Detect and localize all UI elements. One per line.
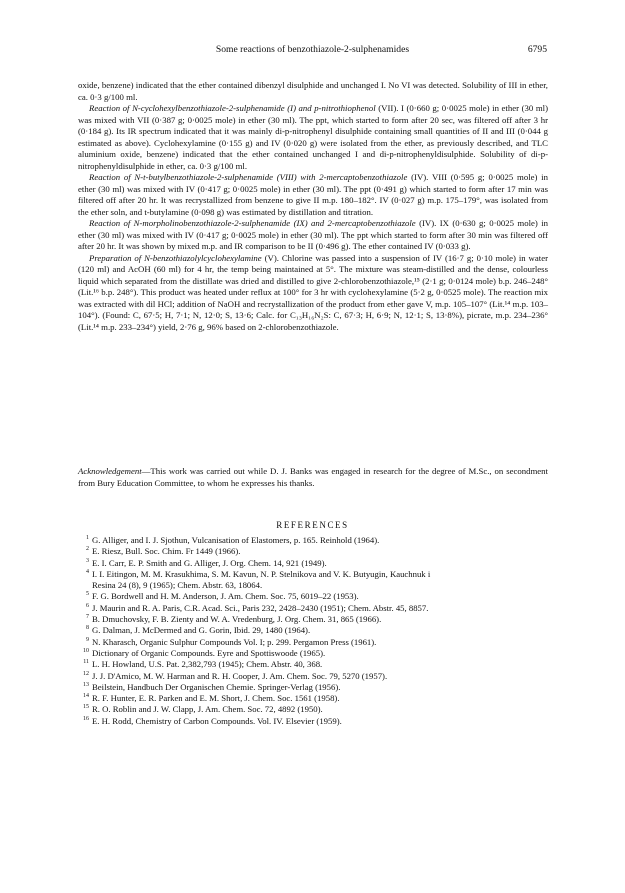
acknowledgement: [78, 466, 548, 489]
reference-number: 16: [83, 715, 89, 722]
reference-item: [78, 693, 558, 704]
paragraph-heading: Reaction of N-cyclohexylbenzothiazole-2-sulphenamide (I) and p-nitrothiophenol: [89, 103, 376, 113]
reference-item: [78, 558, 558, 569]
reference-number: 7: [86, 614, 89, 621]
reference-number: 14: [83, 693, 89, 700]
page-number: 6795: [527, 44, 547, 55]
reference-text: G. Dalman, J. McDermed and G. Gorin, Ibid. 29, 1480 (1964).: [92, 625, 311, 636]
reference-number: 12: [83, 670, 89, 677]
reference-item: [78, 637, 558, 648]
reference-text: R. F. Hunter, E. R. Parken and E. M. Short, J. Chem. Soc. 1561 (1958).: [92, 693, 340, 704]
paragraph-reaction-ix-iv: [78, 218, 548, 253]
reference-text: N. Kharasch, Organic Sulphur Compounds Vol. I; p. 299. Pergamon Press (1961).: [92, 636, 377, 647]
reference-item: [78, 659, 558, 670]
reference-text-continuation: Resina 24 (8), 9 (1965); Chem. Abstr. 63, 18064.: [92, 580, 263, 591]
reference-item: [78, 716, 558, 727]
running-header: [78, 44, 547, 58]
reference-item: [78, 614, 558, 625]
reference-text: F. G. Bordwell and H. M. Anderson, J. Am. Chem. Soc. 75, 6019–22 (1953).: [92, 591, 359, 602]
reference-item: [78, 682, 558, 693]
references-heading: REFERENCES: [276, 520, 349, 530]
reference-list: [78, 535, 558, 727]
paragraph-continuation: oxide, benzene) indicated that the ether contained dibenzyl disulphide and unchanged I. No VI was detected. Solubility of III in ether, ca. 0·3 g/100 ml.: [78, 80, 548, 102]
reference-text: Beilstein, Handbuch Der Organischen Chemie. Springer-Verlag (1956).: [92, 681, 341, 692]
reference-number: 8: [86, 625, 89, 632]
reference-item: [78, 569, 558, 592]
reference-item: [78, 625, 558, 636]
reference-number: 4: [86, 568, 89, 575]
reference-item: [78, 603, 558, 614]
reference-number: 9: [86, 636, 89, 643]
reference-item: [78, 591, 558, 602]
reference-text: I. I. Eitingon, M. M. Krasukhima, S. M. Kavun, N. P. Stelnikova and V. K. Butyugin, Kauchnuk i: [92, 568, 431, 579]
paragraph-text: (V). Chlorine was passed into a suspension of IV (16·7 g; 0·10 mole) in water (120 ml) and AcOH (60 ml) for 4 hr, the temp being maintained at 5°. The mixture was steam-distilled and the dense, colourless liquid which separated from the distillate was dried and distilled to give 2-chlorobenzothiazole,¹⁵ (2·1 g; 0·0124 mole) b.p. 246–248° (Lit.¹⁶ b.p. 248°). This product was heated under reflux at 100° for 3 hr with cyclohexylamine (5·2 g, 0·0525 mole). The reaction mix was extracted with dil HCl; addition of NaOH and recrystallization of the product from ether gave V, m.p. 105–107° (Lit.¹⁴ m.p. 103–104°). (Found: C, 67·5; H, 7·1; N, 12·0; S, 13·6; Calc. for C₁₃H₁₆N₂S: C, 67·3; H, 6·9; N, 12·1; S, 13·8%), picrate, m.p. 234–236° (Lit.¹⁴ m.p. 233–234°) yield, 2·76 g, 96% based on 2-chlorobenzothiazole.: [78, 252, 548, 332]
reference-text: E. Riesz, Bull. Soc. Chim. Fr 1449 (1966).: [92, 546, 241, 557]
reference-text: R. O. Roblin and J. W. Clapp, J. Am. Chem. Soc. 72, 4892 (1950).: [92, 704, 323, 715]
paragraph-text: (VII). I (0·660 g; 0·0025 mole) in ether (30 ml) was mixed with VII (0·387 g; 0·0025 mole) in ether (30 ml). The ppt, which started to form after 20 sec, was filtered off after 3 hr (0·184 g). Its IR spectrum indicated that it was mainly di-p-nitrophenyl disulphide containing small quantities of II and III (0·044 g estimated as above). Cyclohexylamine (0·155 g) and IV (0·020 g) were isolated from the ether, as previously described, and TLC aluminium oxide, benzene) indicated that the ether contained unchanged I and di-p-nitrophenyldisulphide. Solubility of di-p-nitrophenyldisulphide in ether, ca. 0·3 g/100 ml.: [78, 103, 548, 171]
reference-number: 1: [86, 535, 89, 541]
experimental-text: [78, 80, 548, 333]
reference-item: [78, 535, 558, 546]
paragraph-heading: Preparation of N-benzothiazolylcyclohexylamine: [89, 252, 262, 263]
reference-number: 13: [83, 681, 89, 688]
reference-item: [78, 546, 558, 557]
paragraph-reaction-i-vii: [78, 103, 548, 172]
reference-number: 10: [83, 647, 89, 654]
reference-item: [78, 671, 558, 682]
paragraph-preparation-v: [78, 253, 548, 334]
reference-number: 2: [86, 546, 89, 553]
reference-text: B. Dmuchovsky, F. B. Zienty and W. A. Vredenburg, J. Org. Chem. 31, 865 (1966).: [92, 614, 382, 625]
reference-text: Dictionary of Organic Compounds. Eyre and Spottiswoode (1965).: [92, 647, 326, 658]
reference-number: 15: [83, 704, 89, 711]
paragraph-reaction-viii-iv: [78, 172, 548, 218]
reference-number: 3: [86, 557, 89, 564]
reference-text: E. I. Carr, E. P. Smith and G. Alliger, J. Org. Chem. 14, 921 (1949).: [92, 557, 327, 568]
reference-text: G. Alliger, and I. J. Sjothun, Vulcanisation of Elastomers, p. 165. Reinhold (1964).: [92, 535, 380, 545]
reference-item: [78, 648, 558, 659]
paragraph-text: (IV). IX (0·630 g; 0·0025 mole) in ether (30 ml) was mixed with IV (0·417 g; 0·0025 mole) in ether (30 ml). The ppt which started to form after 30 min was filtered off after 20 hr. It was shown by mixed m.p. and IR comparison to be II (0·496 g). The ether contained IV (0·033 g).: [78, 218, 548, 251]
paragraph-text: (IV). VIII (0·595 g; 0·0025 mole) in ether (30 ml) was mixed with IV (0·417 g; 0·0025 mole) in ether (30 ml). The ppt (0·491 g) which started to form after 17 min was filtered off after 20 hr. It was recrystallized from benzene to give II m.p. 180–182°. IV (0·027 g) m.p. 175–179°, was isolated from the ether soln, and t-butylamine (0·098 g) was estimated by distillation and titration.: [78, 172, 548, 217]
paragraph-heading: Reaction of N-morpholinobenzothiazole-2-sulphenamide (IX) and 2-mercaptobenzothiazole: [89, 218, 416, 228]
reference-number: 6: [86, 602, 89, 609]
reference-text: J. J. D'Amico, M. W. Harman and R. H. Cooper, J. Am. Chem. Soc. 79, 5270 (1957).: [92, 670, 388, 681]
running-title: Some reactions of benzothiazole-2-sulphenamides: [215, 44, 410, 55]
acknowledgement-text: —This work was carried out while D. J. Banks was engaged in research for the degree of M.Sc., on secondment from Bury Education Committee, to whom he expresses his thanks.: [78, 466, 548, 488]
acknowledgement-label: Acknowledgement: [78, 466, 142, 476]
reference-text: J. Maurin and R. A. Paris, C.R. Acad. Sci., Paris 232, 2428–2430 (1951); Chem. Abstr. 45, 8857.: [92, 602, 429, 613]
reference-text: E. H. Rodd, Chemistry of Carbon Compounds. Vol. IV. Elsevier (1959).: [92, 715, 342, 726]
reference-number: 11: [83, 659, 89, 666]
paragraph-heading: Reaction of N-t-butylbenzothiazole-2-sulphenamide (VIII) with 2-mercaptobenzothiazole: [89, 172, 408, 182]
reference-item: [78, 704, 558, 715]
reference-text: L. H. Howland, U.S. Pat. 2,382,793 (1945); Chem. Abstr. 40, 368.: [92, 659, 323, 670]
reference-number: 5: [86, 591, 89, 598]
